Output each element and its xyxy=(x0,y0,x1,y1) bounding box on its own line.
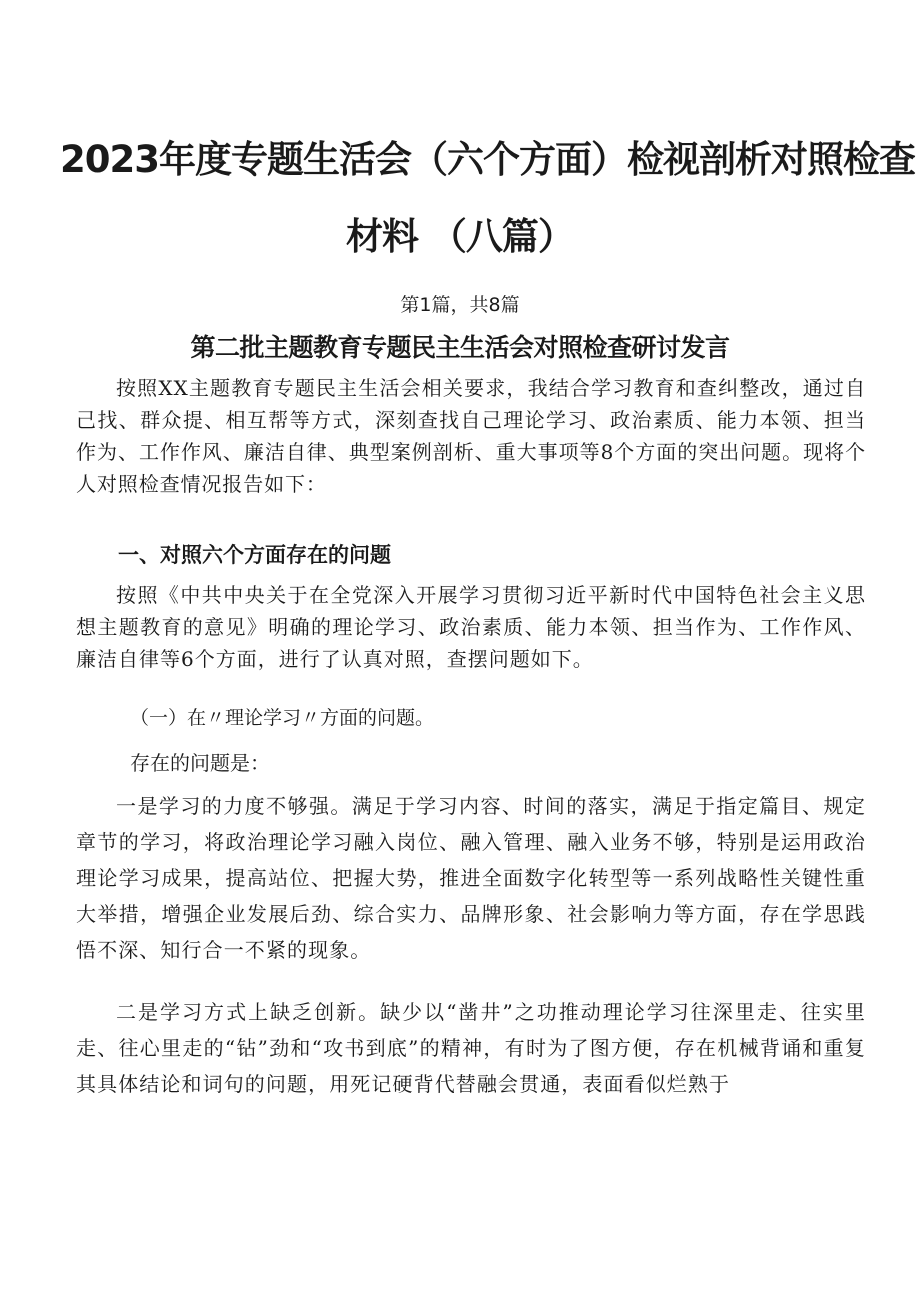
sub-heading-theory-study: （一）在〃理论学习〃方面的问题。 xyxy=(130,707,435,729)
section-title: 第二批主题教育专题民主生活会对照检查研讨发言 xyxy=(190,333,730,362)
document-title-line1: 2023年度专题生活会（六个方面）检视剖析对照检查 xyxy=(60,138,915,181)
opinion-paragraph: 按照《中共中央关于在全党深入开展学习贯彻习近平新时代中国特色社会主义思想主题教育的意见》明确的理论学习、政治素质、能力本领、担当作为、工作作风、廉洁自律等6个方面，进行了认真对照，查摆问题如下。 xyxy=(76,583,866,671)
part-info: 第1篇，共8篇 xyxy=(400,294,520,316)
issue-paragraph-2: 二是学习方式上缺乏创新。缺少以“凿井”之功推动理论学习往深里走、往实里走、往心里走的“钻”劲和“攻书到底”的精神，有时为了图方便，存在机械背诵和重复其具体结论和词句的问题，用死记硬背代替融会贯通，表面看似烂熟于 xyxy=(76,1000,866,1096)
document-title-line2: 材料 （八篇） xyxy=(346,215,574,258)
issues-label: 存在的问题是： xyxy=(130,751,270,775)
intro-paragraph: 按照XX主题教育专题民主生活会相关要求，我结合学习教育和查纠整改，通过自己找、群众提、相互帮等方式，深刻查找自己理论学习、政治素质、能力本领、担当作为、工作作风、廉洁自律、典型案例剖析、重大事项等8个方面的突出问题。现将个人对照检查情况报告如下： xyxy=(76,376,866,496)
heading-problems: 一、对照六个方面存在的问题 xyxy=(118,543,391,567)
issue-paragraph-1: 一是学习的力度不够强。满足于学习内容、时间的落实，满足于指定篇目、规定章节的学习，将政治理论学习融入岗位、融入管理、融入业务不够，特别是运用政治理论学习成果，提高站位、把握大势，推进全面数字化转型等一系列战略性关键性重大举措，增强企业发展后劲、综合实力、品牌形象、社会影响力等方面，存在学思践悟不深、知行合一不紧的现象。 xyxy=(76,794,866,962)
